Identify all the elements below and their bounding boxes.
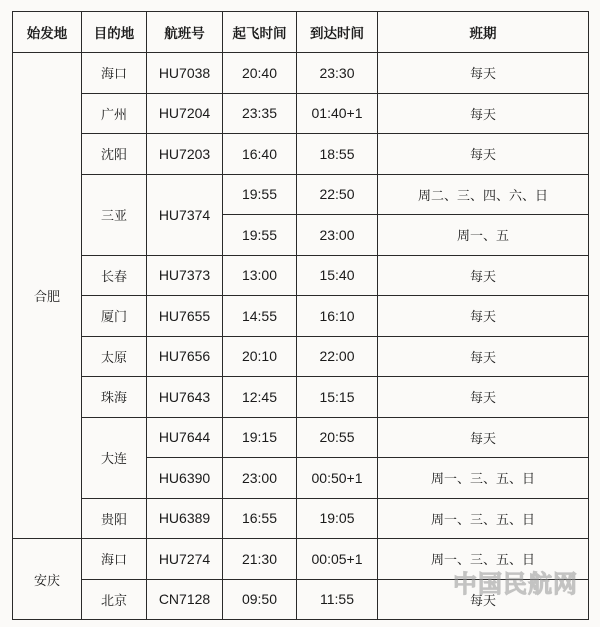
flight-number-cell: HU7374 (147, 174, 223, 255)
arrival-cell: 15:15 (297, 377, 378, 418)
table-row (13, 134, 589, 175)
arrival-cell: 20:55 (297, 417, 378, 458)
destination-cell: 太原 (82, 336, 147, 377)
destination-cell: 海口 (82, 539, 147, 580)
days-cell: 每天 (378, 255, 589, 296)
days-cell: 每天 (378, 296, 589, 337)
table-row (13, 53, 589, 94)
departure-cell: 12:45 (223, 377, 297, 418)
table-row (13, 336, 589, 377)
table-row (13, 174, 589, 215)
days-cell: 周一、三、五、日 (378, 498, 589, 539)
arrival-cell: 00:05+1 (297, 539, 378, 580)
flight-number-cell: HU7643 (147, 377, 223, 418)
flight-number-cell: HU7038 (147, 53, 223, 94)
header-arrival-time: 到达时间 (297, 12, 378, 53)
departure-cell: 13:00 (223, 255, 297, 296)
destination-cell: 北京 (82, 579, 147, 620)
departure-cell: 19:15 (223, 417, 297, 458)
days-cell: 每天 (378, 417, 589, 458)
departure-cell: 20:40 (223, 53, 297, 94)
table-row (13, 377, 589, 418)
flight-number-cell: HU7656 (147, 336, 223, 377)
departure-cell: 19:55 (223, 174, 297, 215)
departure-cell: 23:35 (223, 93, 297, 134)
table-row (13, 498, 589, 539)
destination-cell: 贵阳 (82, 498, 147, 539)
flight-number-cell: HU7655 (147, 296, 223, 337)
days-cell: 周一、三、五、日 (378, 458, 589, 499)
arrival-cell: 23:00 (297, 215, 378, 256)
departure-cell: 16:55 (223, 498, 297, 539)
days-cell: 每天 (378, 377, 589, 418)
origin-cell-hefei: 合肥 (13, 53, 82, 539)
departure-cell: 14:55 (223, 296, 297, 337)
flight-number-cell: HU7373 (147, 255, 223, 296)
days-cell: 周一、五 (378, 215, 589, 256)
flight-number-cell: HU7644 (147, 417, 223, 458)
flight-number-cell: HU6390 (147, 458, 223, 499)
departure-cell: 23:00 (223, 458, 297, 499)
header-schedule-days: 班期 (378, 12, 589, 53)
table-row (13, 539, 589, 580)
departure-cell: 21:30 (223, 539, 297, 580)
table-row (13, 93, 589, 134)
arrival-cell: 01:40+1 (297, 93, 378, 134)
arrival-cell: 22:00 (297, 336, 378, 377)
table-row (13, 579, 589, 620)
departure-cell: 09:50 (223, 579, 297, 620)
destination-cell: 大连 (82, 417, 147, 498)
arrival-cell: 18:55 (297, 134, 378, 175)
destination-cell: 厦门 (82, 296, 147, 337)
flight-schedule-table (12, 11, 589, 620)
destination-cell: 珠海 (82, 377, 147, 418)
flight-number-cell: HU6389 (147, 498, 223, 539)
table-row (13, 296, 589, 337)
days-cell: 每天 (378, 336, 589, 377)
arrival-cell: 15:40 (297, 255, 378, 296)
header-row (13, 12, 589, 53)
days-cell: 每天 (378, 579, 589, 620)
destination-cell: 广州 (82, 93, 147, 134)
departure-cell: 16:40 (223, 134, 297, 175)
header-origin: 始发地 (13, 12, 82, 53)
days-cell: 每天 (378, 134, 589, 175)
arrival-cell: 11:55 (297, 579, 378, 620)
header-flight-number: 航班号 (147, 12, 223, 53)
destination-cell: 沈阳 (82, 134, 147, 175)
origin-cell-anqing: 安庆 (13, 539, 82, 620)
days-cell: 每天 (378, 53, 589, 94)
flight-number-cell: HU7274 (147, 539, 223, 580)
departure-cell: 19:55 (223, 215, 297, 256)
table-row (13, 417, 589, 458)
arrival-cell: 22:50 (297, 174, 378, 215)
header-destination: 目的地 (82, 12, 147, 53)
arrival-cell: 00:50+1 (297, 458, 378, 499)
flight-number-cell: HU7203 (147, 134, 223, 175)
header-departure-time: 起飞时间 (223, 12, 297, 53)
days-cell: 周二、三、四、六、日 (378, 174, 589, 215)
destination-cell: 海口 (82, 53, 147, 94)
watermark-logo: 中国民航网 (453, 570, 578, 598)
departure-cell: 20:10 (223, 336, 297, 377)
flight-number-cell: CN7128 (147, 579, 223, 620)
days-cell: 周一、三、五、日 (378, 539, 589, 580)
arrival-cell: 23:30 (297, 53, 378, 94)
arrival-cell: 19:05 (297, 498, 378, 539)
destination-cell: 三亚 (82, 174, 147, 255)
arrival-cell: 16:10 (297, 296, 378, 337)
days-cell: 每天 (378, 93, 589, 134)
table-row (13, 255, 589, 296)
flight-number-cell: HU7204 (147, 93, 223, 134)
destination-cell: 长春 (82, 255, 147, 296)
